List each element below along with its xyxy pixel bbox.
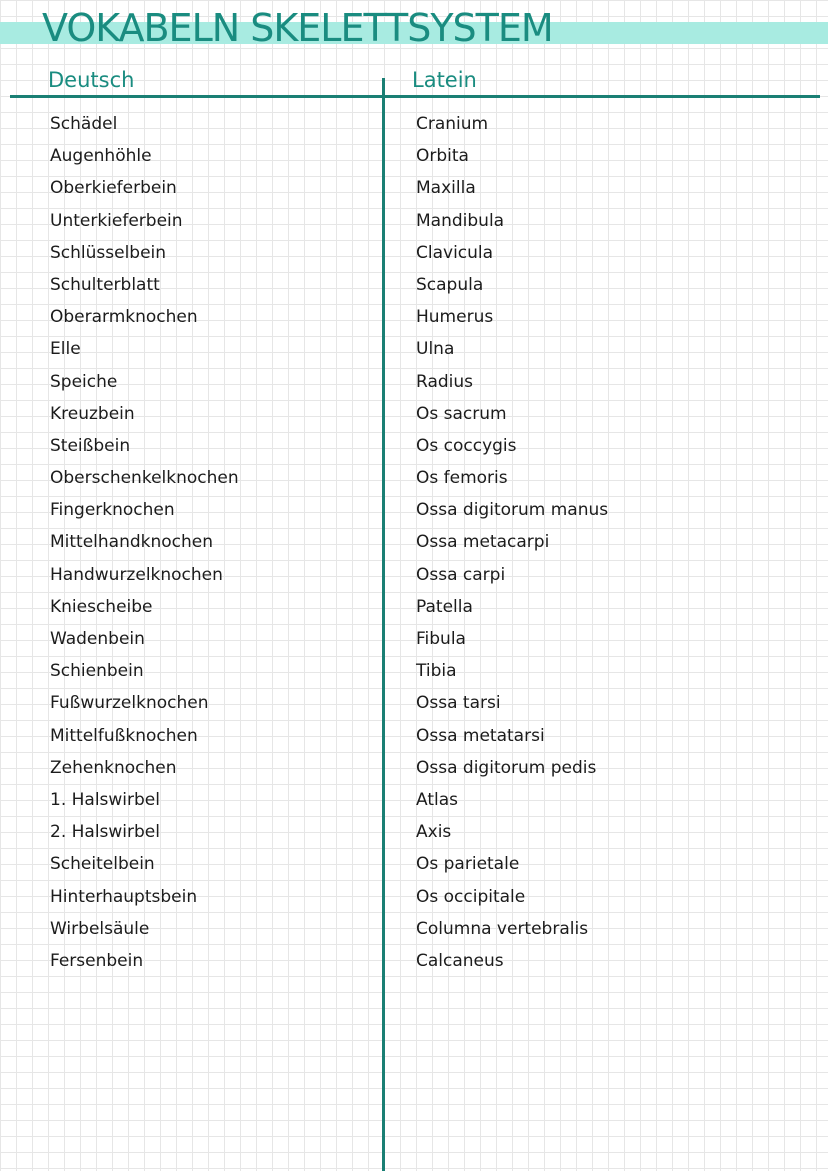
german-term: Mittelhandknochen — [50, 532, 214, 553]
latin-term-list — [416, 108, 608, 977]
latin-term: Os occipitale — [416, 886, 526, 907]
latin-term: Humerus — [416, 307, 494, 328]
german-term: Handwurzelknochen — [50, 564, 223, 585]
latin-term: Ossa tarsi — [416, 693, 501, 714]
german-term: Oberarmknochen — [50, 307, 198, 328]
latin-term: Calcaneus — [416, 950, 504, 971]
latin-term: Columna vertebralis — [416, 918, 589, 939]
latin-term: Fibula — [416, 629, 466, 649]
german-term: Schienbein — [50, 661, 144, 682]
german-term: Elle — [50, 339, 81, 360]
latin-term: Os sacrum — [416, 403, 507, 424]
german-term: 1. Halswirbel — [50, 789, 160, 810]
german-term: Schulterblatt — [50, 274, 160, 295]
german-term: Fußwurzelknochen — [50, 693, 209, 714]
german-term: 2. Halswirbel — [50, 822, 160, 843]
latin-term: Cranium — [416, 114, 489, 134]
german-term: Oberkieferbein — [50, 178, 177, 199]
german-term: Augenhöhle — [50, 146, 152, 167]
german-term: Fersenbein — [50, 950, 144, 971]
german-term: Hinterhauptsbein — [50, 886, 198, 907]
german-term: Scheitelbein — [50, 854, 155, 875]
latin-term: Maxilla — [416, 178, 476, 199]
german-term: Kreuzbein — [50, 403, 135, 424]
german-term: Wirbelsäule — [50, 918, 150, 939]
latin-term: Orbita — [416, 146, 469, 167]
latin-term: Os parietale — [416, 854, 520, 875]
latin-term: Ossa carpi — [416, 564, 506, 585]
german-term: Steißbein — [50, 435, 131, 456]
latin-term: Ossa metatarsi — [416, 725, 545, 746]
german-term-list — [50, 108, 239, 977]
german-term: Fingerknochen — [50, 500, 175, 521]
german-term: Speiche — [50, 371, 118, 392]
latin-term: Clavicula — [416, 242, 494, 263]
header-divider — [10, 95, 820, 98]
latin-term: Scapula — [416, 274, 484, 295]
german-term: Mittelfußknochen — [50, 725, 198, 746]
latin-term: Os coccygis — [416, 435, 517, 456]
column-divider — [382, 78, 385, 1171]
german-term: Oberschenkelknochen — [50, 468, 239, 489]
latin-term: Patella — [416, 596, 473, 617]
latin-term: Os femoris — [416, 468, 508, 489]
latin-term: Atlas — [416, 789, 458, 810]
page-title: VOKABELN SKELETTSYSTEM — [42, 6, 553, 50]
german-term: Wadenbein — [50, 629, 145, 649]
latin-term: Radius — [416, 371, 474, 392]
german-term: Kniescheibe — [50, 596, 153, 617]
column-header-german: Deutsch — [48, 68, 135, 92]
latin-term: Mandibula — [416, 210, 505, 231]
german-term: Schädel — [50, 114, 118, 134]
german-term: Unterkieferbein — [50, 210, 183, 231]
latin-term: Tibia — [416, 661, 457, 682]
german-term: Schlüsselbein — [50, 242, 167, 263]
german-term: Zehenknochen — [50, 757, 177, 778]
latin-term: Ossa metacarpi — [416, 532, 550, 553]
latin-term: Ossa digitorum manus — [416, 500, 609, 521]
latin-term: Axis — [416, 822, 452, 843]
column-header-latin: Latein — [412, 68, 477, 92]
latin-term: Ulna — [416, 339, 455, 360]
latin-term: Ossa digitorum pedis — [416, 757, 597, 778]
